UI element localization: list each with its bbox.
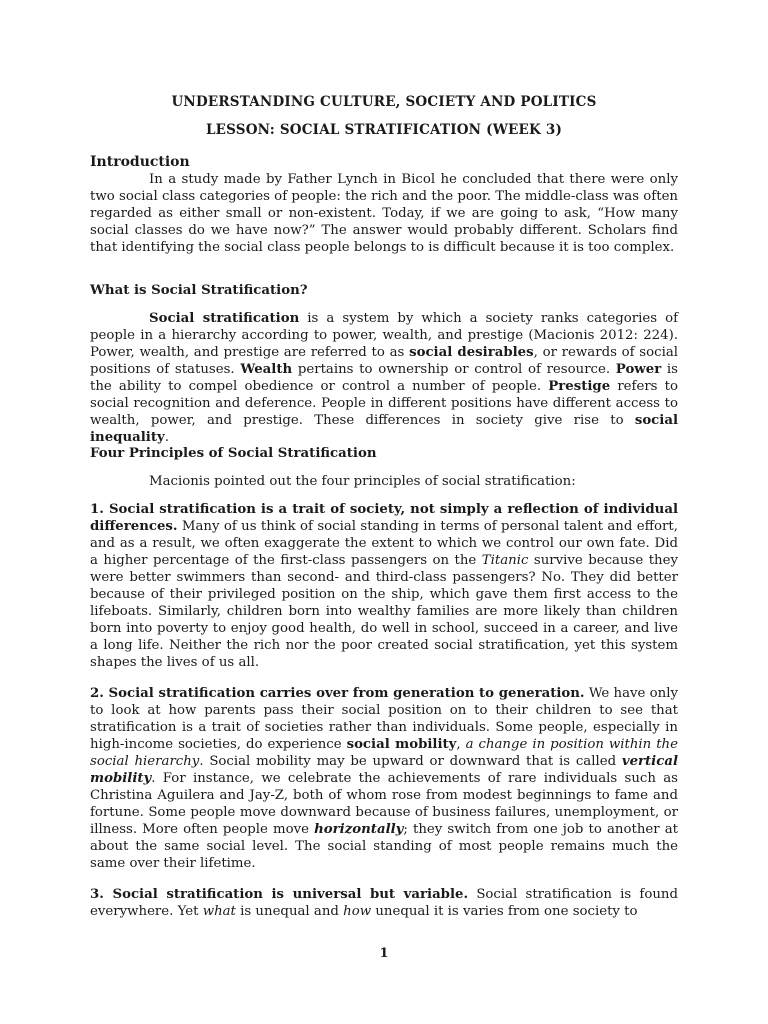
page-number: 1 [379, 946, 389, 961]
principle-3-lead: 3. Social stratification is universal but variable. [90, 887, 469, 902]
term-social-stratification: Social stratification [149, 311, 300, 326]
term-social-desirables: social desirables [409, 345, 534, 360]
principle-3: 3. Social stratification is universal but variable. Social stratification is found everywhere. Yet what is unequal and how unequal it is varies from one society to [90, 887, 678, 919]
term-vertical-mobility: vertical mobility [90, 754, 678, 786]
introduction-paragraph: In a study made by Father Lynch in Bicol he concluded that there were only two social class categories of people: the rich and the poor. The middle-class was often regarded as either small or non-existent. Today, if we are going to ask, “How many social classes do we have now?” The answer would probably different. Scholars find that identifying the social class people belongs to is difficult because it is too complex. [90, 172, 678, 255]
principle-1: 1. Social stratification is a trait of society, not simply a reflection of individual differences. Many of us think of social standing in terms of personal talent and effort, and as a result, we often exaggerate the extent to which we control our own fate. Did a higher percentage of the first-class passengers on the Titanic survive because they were better swimmers than second- and third-class passengers? No. They did better because of their privileged position on the ship, which gave them first access to the lifeboats. Similarly, children born into wealthy families are more likely than children born into poverty to enjoy good health, do well in school, succeed in a career, and live a long life. Neither the rich nor the poor created social stratification, yet this system shapes the lives of us all. [90, 502, 678, 670]
principle-2-lead: 2. Social stratification carries over from generation to generation. [90, 686, 585, 701]
what-is-paragraph: Social stratification is a system by which a society ranks categories of people in a hierarchy according to power, wealth, and prestige (Macionis 2012: 224). Power, wealth, and prestige are referred to as social desirables, or rewards of social positions of statuses. Wealth pertains to ownership or control of resource. Power is the ability to compel obedience or control a number of people. Prestige refers to social recognition and deference. People in different positions have different access to wealth, power, and prestige. These differences in society give rise to social inequality. [90, 311, 679, 445]
principles-intro: Macionis pointed out the four principles of social stratification: [149, 474, 576, 489]
term-wealth: Wealth [240, 362, 293, 377]
term-power: Power [615, 362, 662, 377]
term-horizontally: horizontally [314, 822, 404, 837]
principle-1-lead: 1. Social stratification is a trait of society, not simply a reflection of individual differences. [90, 502, 678, 534]
principles-intro-block [90, 473, 678, 490]
what-is-section [90, 282, 678, 299]
what-is-heading: What is Social Stratification? [90, 283, 308, 298]
principles-heading-block [90, 445, 678, 462]
term-social-mobility: social mobility [346, 737, 457, 752]
introduction-section [90, 154, 678, 256]
introduction-heading: Introduction [90, 154, 190, 170]
principles-heading: Four Principles of Social Stratification [90, 446, 377, 461]
document-title: UNDERSTANDING CULTURE, SOCIETY AND POLITICS [171, 94, 597, 110]
lesson-title: LESSON: SOCIAL STRATIFICATION (WEEK 3) [205, 122, 563, 138]
principle-2: 2. Social stratification carries over from generation to generation. We have only to look at how parents pass their social position on to their children to see that stratification is a trait of societies rather than individuals. Some people, especially in high-income societies, do experience social mobility, a change in position within the social hierarchy. Social mobility may be upward or downward that is called vertical mobility. For instance, we celebrate the achievements of rare individuals such as Christina Aguilera and Jay-Z, both of whom rose from modest beginnings to fame and fortune. Some people move downward because of business failures, unemployment, or illness. More often people move horizontally; they switch from one job to another at about the same social level. The social standing of most people remains much the same over their lifetime. [90, 686, 678, 871]
term-social-inequality: social inequality [90, 413, 678, 445]
term-prestige: Prestige [548, 379, 611, 394]
